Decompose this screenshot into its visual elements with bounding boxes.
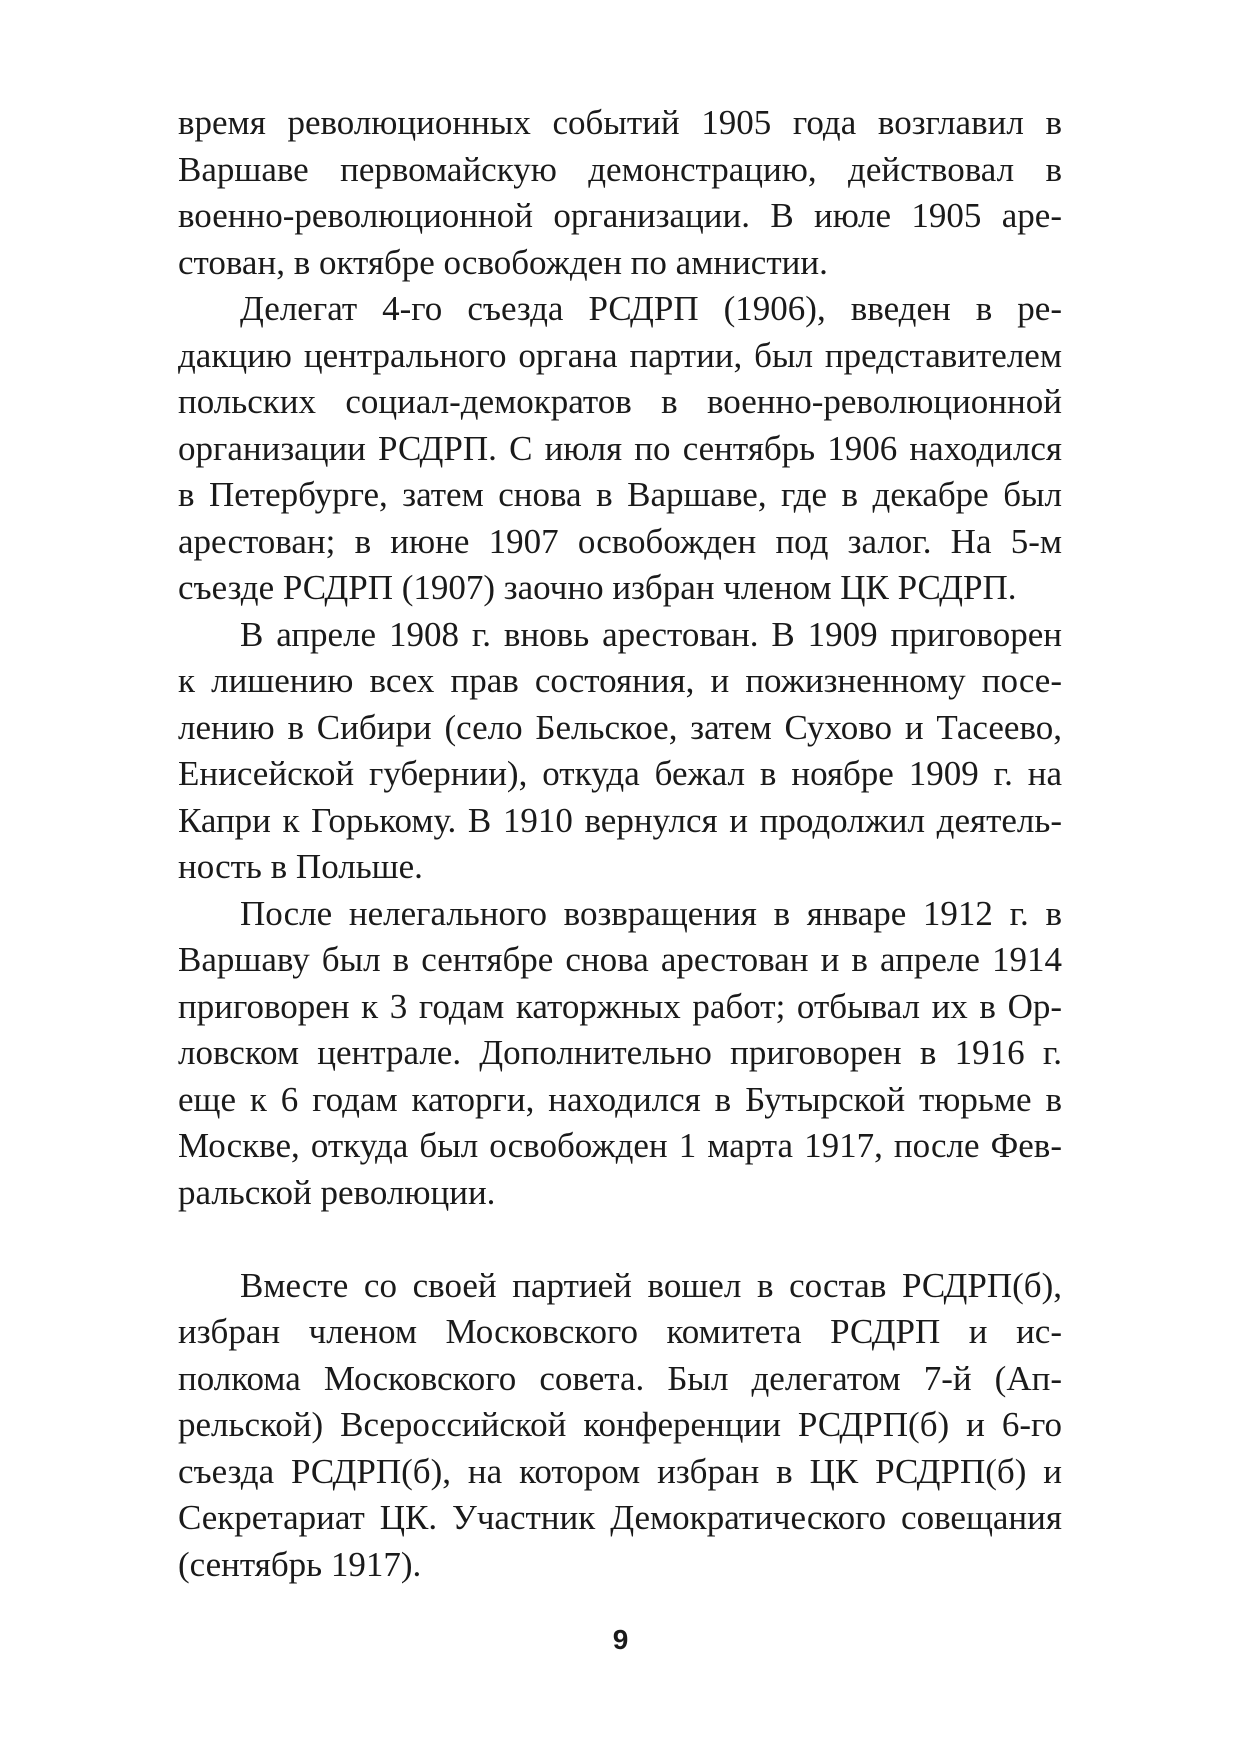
text-line: арестован; в июне 1907 освобожден под залог. На 5-м — [178, 521, 1062, 561]
text-line: Делегат 4-го съезда РСДРП (1906), введен в ре- — [240, 289, 1062, 328]
text-line: Секретариат ЦК. Участник Демократического совещания — [178, 1498, 1062, 1537]
text-line: военно-революционной организации. В июле 1905 аре- — [178, 196, 1062, 235]
paragraph — [178, 612, 1062, 891]
text-line: в Петербурге, затем снова в Варшаве, где в декабре был — [178, 475, 1062, 514]
text-line: Москве, откуда был освобожден 1 марта 1917, после Фев- — [178, 1126, 1062, 1165]
text-line: лению в Сибири (село Бельское, затем Сухово и Тасеево, — [178, 707, 1062, 747]
text-line: приговорен к 3 годам каторжных работ; отбывал их в Ор- — [178, 986, 1062, 1026]
text-line: дакцию центрального органа партии, был представителем — [178, 335, 1062, 375]
text-line: Вместе со своей партией вошел в состав РСДРП(б), — [240, 1265, 1062, 1305]
text-line: Енисейской губернии), откуда бежал в ноябре 1909 г. на — [178, 754, 1062, 793]
text-line: полкома Московского совета. Был делегатом 7-й (Ап- — [178, 1358, 1062, 1398]
text-line: ловском централе. Дополнительно приговорен в 1916 г. — [178, 1033, 1062, 1072]
text-line: организации РСДРП. С июля по сентябрь 1906 находился — [178, 428, 1062, 468]
text-line: съезде РСДРП (1907) заочно избран членом ЦК РСДРП. — [178, 568, 1017, 607]
text-line: Варшаву был в сентябре снова арестован и в апреле 1914 — [178, 940, 1062, 979]
page-body — [178, 100, 1062, 1588]
text-line: (сентябрь 1917). — [178, 1544, 422, 1584]
text-line: Капри к Горькому. В 1910 вернулся и продолжил деятель- — [178, 800, 1062, 840]
paragraph — [178, 891, 1062, 1217]
text-line: съезда РСДРП(б), на котором избран в ЦК РСДРП(б) и — [178, 1451, 1062, 1491]
text-line: В апреле 1908 г. вновь арестован. В 1909 приговорен — [240, 614, 1062, 654]
text-line: рельской) Всероссийской конференции РСДРП(б) и 6-го — [178, 1405, 1062, 1444]
paragraph — [178, 286, 1062, 612]
text-line: ность в Польше. — [178, 847, 423, 886]
text-line: к лишению всех прав состояния, и пожизненному посе- — [178, 661, 1062, 700]
text-line: ральской революции. — [178, 1172, 496, 1212]
paragraph — [178, 1263, 1062, 1589]
text-line: польских социал-демократов в военно-революционной — [178, 382, 1062, 421]
text-line: избран членом Московского комитета РСДРП и ис- — [178, 1312, 1062, 1351]
text-line: После нелегального возвращения в январе 1912 г. в — [240, 893, 1062, 933]
text-line: Варшаве первомайскую демонстрацию, действовал в — [178, 149, 1062, 189]
text-line: стован, в октябре освобожден по амнистии. — [178, 242, 828, 282]
section-gap — [178, 1216, 1062, 1263]
paragraph — [178, 100, 1062, 286]
text-line: еще к 6 годам каторги, находился в Бутырской тюрьме в — [178, 1079, 1062, 1119]
page-number: 9 — [612, 1624, 629, 1655]
text-line: время революционных событий 1905 года возглавил в — [178, 103, 1062, 142]
